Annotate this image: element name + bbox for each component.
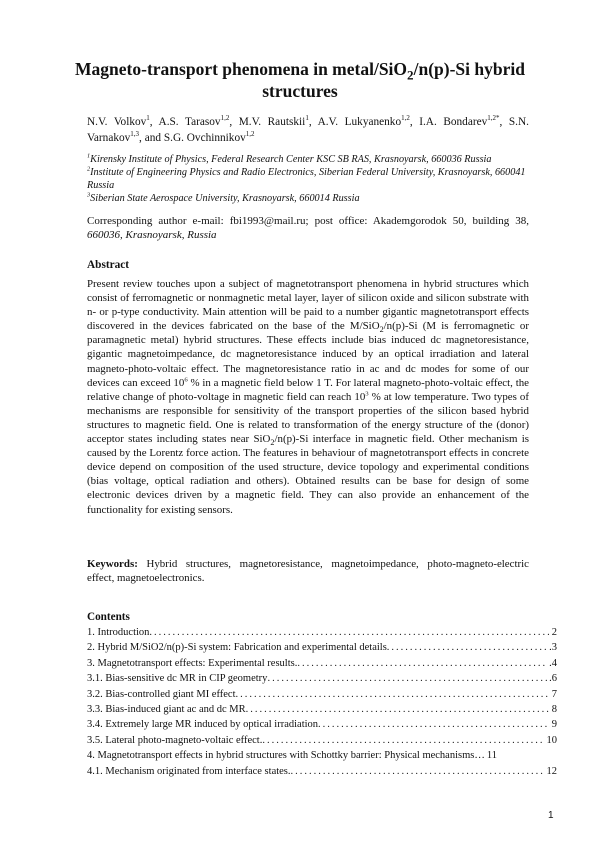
author: M.V. Rautskii$^1$ [238, 114, 309, 128]
toc-leader [236, 687, 550, 702]
author: N.V. Volkov$^1$ [87, 114, 150, 128]
affiliations [87, 153, 529, 205]
keywords [87, 557, 529, 585]
toc-leader [297, 656, 547, 671]
paper-title [70, 58, 530, 102]
toc-entry-page: 12 [546, 765, 557, 777]
keywords-text: Hybrid structures, magnetoresistance, magnetoimpedance, photo-magneto-electric effect, magnetoelectronics. [87, 558, 529, 584]
toc-entry-page: 9 [551, 719, 557, 731]
affiliation: $^1$Kirensky Institute of Physics, Federal Research Center KSC SB RAS, Krasnoyarsk, 660036 Russia [87, 152, 492, 165]
abstract-heading: Abstract [87, 259, 130, 271]
toc-entry[interactable] [87, 687, 557, 702]
toc-entry-page: 11 [486, 750, 497, 762]
page-number: 1 [548, 810, 554, 821]
toc-entry-label: 4. Magnetotransport effects in hybrid structures with Schottky barrier: Physical mechanisms… [87, 750, 485, 762]
toc-leader [291, 764, 545, 779]
toc-entry-label: 3.4. Extremely large MR induced by optical irradiation [87, 719, 319, 731]
author: S.G. Ovchinnikov$^{1,2}$ [163, 130, 255, 144]
toc-entry-label: 4.1. Mechanism originated from interface states. [87, 765, 291, 777]
toc-entry[interactable] [87, 702, 557, 717]
toc-entry[interactable] [87, 764, 557, 779]
toc-leader [262, 733, 544, 748]
toc-leader [318, 717, 550, 732]
author: S.N. Varnakov$^{1,3}$ [87, 116, 529, 144]
authors-and: and [144, 132, 162, 144]
corresponding-author [87, 214, 529, 242]
toc-entry-label: 3.3. Bias-induced giant ac and dc MR [87, 704, 246, 716]
toc-entry[interactable] [87, 717, 557, 732]
author: I.A. Bondarev$^{1,2*}$ [419, 114, 500, 128]
title-part-1: Magneto-transport phenomena in metal/SiO [75, 59, 408, 79]
contents-heading: Contents [87, 611, 130, 623]
affiliation: $^2$Institute of Engineering Physics and Radio Electronics, Siberian Federal University, Krasnoyarsk, 660041 Russia [87, 165, 526, 191]
toc-leader [387, 640, 547, 655]
toc-entry-page: 7 [551, 688, 557, 700]
corresponding-line-2: 660036, Krasnoyarsk, Russia [87, 229, 217, 241]
toc-entry-label: 3.1. Bias-sensitive dc MR in CIP geometry [87, 673, 268, 685]
author: A.V. Lukyanenko$^{1,2}$ [317, 114, 410, 128]
toc-entry[interactable] [87, 671, 557, 686]
toc-entry-page: 10 [546, 734, 557, 746]
toc-entry-page: 2 [551, 627, 557, 638]
title-subscript: 2 [407, 67, 414, 83]
toc-entry-label: 3. Magnetotransport effects: Experimental results. [87, 657, 298, 669]
author-list: N.V. Volkov$^1$, A.S. Tarasov$^{1,2}$, M.V. Rautskii$^1$, A.V. Lukyanenko$^{1,2}$, I.A. Bondarev$^{1,2*}$, S.N. Varnakov$^{1,3}$, and S.G. Ovchinnikov$^{1,2}$ [87, 114, 529, 144]
toc-entry-page: .3 [549, 642, 557, 654]
toc-entry[interactable] [87, 656, 557, 671]
toc-entry-page: .4 [549, 657, 557, 669]
toc-leader [267, 671, 547, 686]
toc-entry-label: 3.2. Bias-controlled giant MI effect [87, 688, 236, 700]
toc-entry-label: 2. Hybrid M/SiO2/n(p)-Si system: Fabrication and experimental details [87, 642, 387, 654]
keywords-label: Keywords: [87, 558, 138, 570]
toc-entry-label: 3.5. Lateral photo-magneto-voltaic effect. [87, 734, 263, 746]
table-of-contents [87, 625, 557, 779]
toc-entry[interactable] [87, 640, 557, 655]
toc-leader [149, 625, 549, 640]
toc-entry-page: .6 [549, 673, 557, 685]
affiliation: $^3$Siberian State Aerospace University, Krasnoyarsk, 660014 Russia [87, 191, 360, 204]
toc-entry[interactable] [87, 748, 557, 763]
toc-entry[interactable] [87, 733, 557, 748]
toc-leader [246, 702, 550, 717]
toc-entry-label: 1. Introduction [87, 627, 150, 638]
title-part-2: /n(p)-Si hybrid structures [262, 59, 525, 101]
author: A.S. Tarasov$^{1,2}$ [158, 114, 230, 128]
abstract-body: Present review touches upon a subject of magnetotransport phenomena in hybrid structures which consist of ferromagnetic or nonmagnetic metal layer, layer of silicon oxide and silicon substrate with n- or p-type conductivity. Main attention will be paid to a number gigantic magnetotransport effects discovered in the devices fabricated on the base of the M/SiO$_2$/n(p)-Si (M is ferromagnetic or paramagnetic metal) hybrid structures. These effects include bias induced dc magnetoresistance, gigantic magnetoimpedance, dc magnetoresistance induced by an optical irradiation and lateral magneto-photo-voltaic effect. The magnetoresistance ratio in ac and dc modes for some of our devices can exceed $10^6$ % in a magnetic field below 1 T. For lateral magneto-photo-voltaic effect, the relative change of photo-voltage in magnetic field can reach $10^3$ % at low temperature. Two types of mechanisms are responsible for sensitivity of the transport properties of the silicon based hybrid structures to magnetic field. One is related to transformation of the energy structure of the (donor) acceptor states including states near SiO$_2$/n(p)-Si interface in magnetic field. Other mechanism is caused by the Lorentz force action. The features in behaviour of magnetotransport effects in concrete device depend on composition of the used structure, device topology and experimental conditions (bias voltage, optical radiation and others). Obtained results can be base for design of some electronic devices driven by a magnetic field. They can also provide an enhancement of the functionality for existing sensors. [87, 278, 529, 516]
corresponding-line-1: Corresponding author e-mail: fbi1993@mail.ru; post office: Akademgorodok 50, building 38, [87, 215, 529, 227]
toc-entry[interactable] [87, 625, 557, 640]
toc-entry-page: 8 [551, 704, 557, 716]
